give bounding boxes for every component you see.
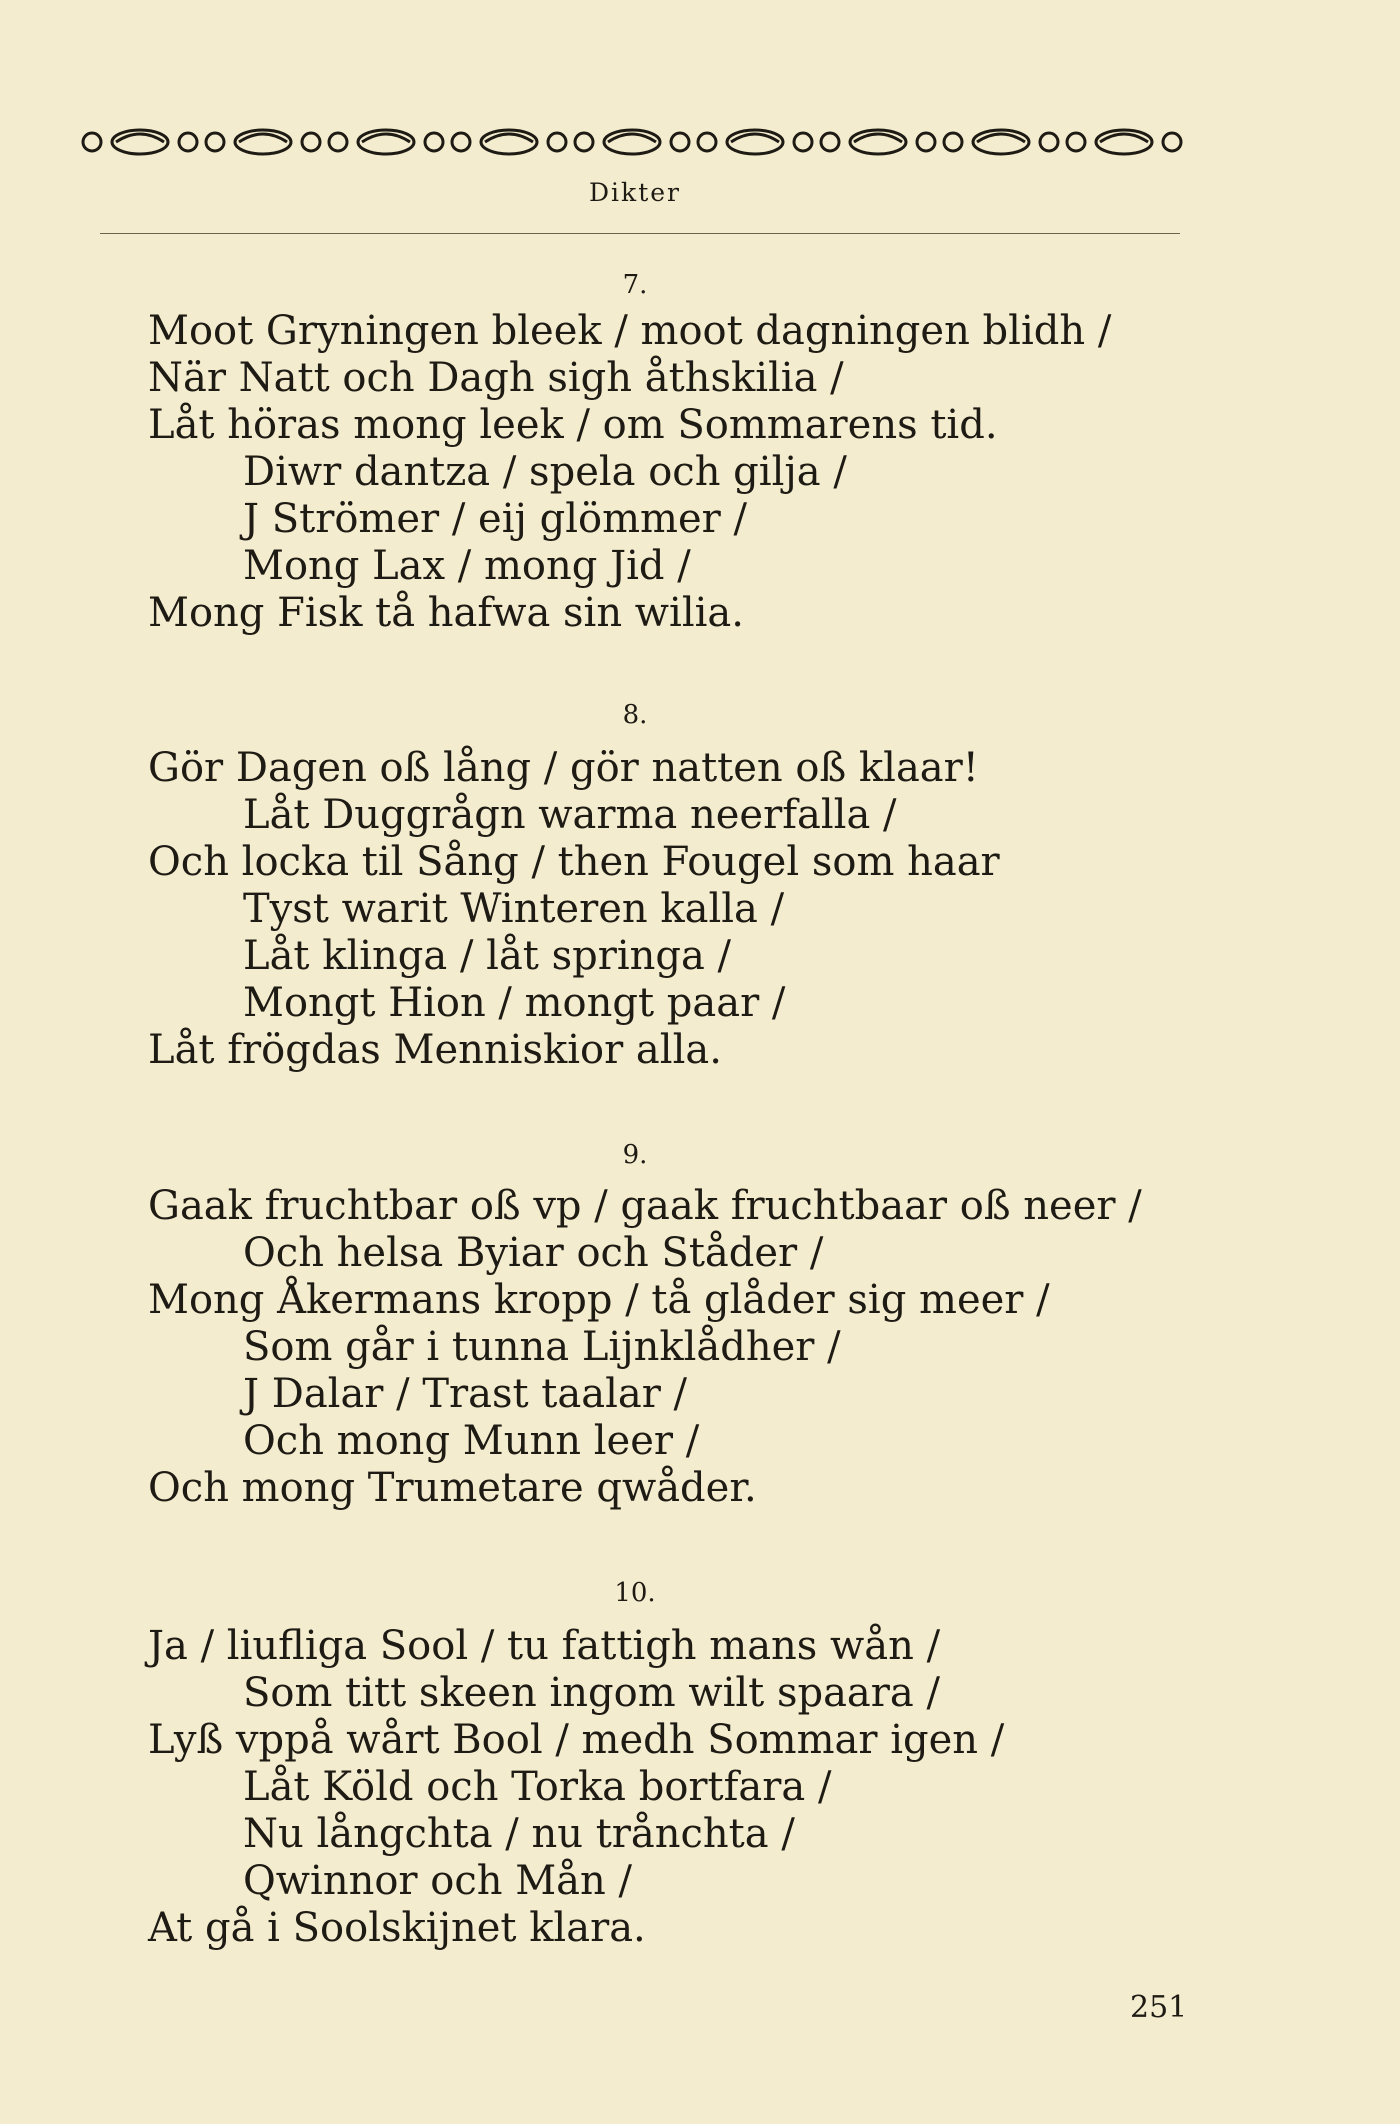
verse-line: At gå i Soolskijnet klara. [148, 1905, 646, 1951]
stanza-number: 8. [622, 700, 648, 730]
verse-line: Mongt Hion / mongt paar / [243, 980, 786, 1026]
verse-line: Mong Lax / mong Jid / [243, 543, 691, 589]
verse-line: Gör Dagen oß lång / gör natten oß klaar! [148, 745, 979, 791]
verse-line: Moot Gryningen bleek / moot dagningen blidh / [148, 308, 1112, 354]
ornament-border-icon [80, 124, 1190, 160]
verse-line: Nu långchta / nu trånchta / [243, 1811, 795, 1857]
stanza [148, 308, 1208, 637]
verse-line: Låt Duggrågn warma neerfalla / [243, 792, 897, 838]
verse-line: Lyß vppå wårt Bool / medh Sommar igen / [148, 1717, 1005, 1763]
running-head: Dikter [589, 178, 681, 207]
verse-line: Tyst warit Winteren kalla / [243, 886, 785, 932]
verse-line: När Natt och Dagh sigh åthskilia / [148, 355, 844, 401]
stanza-number: 10. [614, 1578, 656, 1608]
verse-line: Låt klinga / låt springa / [243, 933, 732, 979]
stanza-number: 7. [622, 270, 648, 300]
verse-line: Mong Fisk tå hafwa sin wilia. [148, 590, 744, 636]
verse-line: J Strömer / eij glömmer / [243, 496, 747, 542]
stanza [148, 745, 1208, 1074]
verse-line: Ja / liufliga Sool / tu fattigh mans wån / [148, 1623, 941, 1669]
verse-line: Låt Köld och Torka bortfara / [243, 1764, 832, 1810]
verse-line: Och locka til Sång / then Fougel som haar [148, 839, 1000, 885]
stanza [148, 1623, 1208, 1952]
verse-line: Som titt skeen ingom wilt spaara / [243, 1670, 940, 1716]
header-rule [100, 233, 1180, 234]
verse-line: Och helsa Byiar och Ståder / [243, 1230, 824, 1276]
verse-line: Qwinnor och Mån / [243, 1858, 632, 1904]
stanza-number: 9. [622, 1140, 648, 1170]
verse-line: Och mong Trumetare qwåder. [148, 1465, 757, 1511]
verse-line: Låt frögdas Menniskior alla. [148, 1027, 722, 1073]
verse-line: J Dalar / Trast taalar / [243, 1371, 688, 1417]
verse-line: Mong Åkermans kropp / tå glåder sig meer / [148, 1277, 1050, 1323]
verse-line: Diwr dantza / spela och gilja / [243, 449, 847, 495]
verse-line: Och mong Munn leer / [243, 1418, 700, 1464]
page-number: 251 [1130, 1990, 1188, 2025]
verse-line: Som går i tunna Lijnklådher / [243, 1324, 841, 1370]
stanza [148, 1183, 1208, 1512]
verse-line: Gaak fruchtbar oß vp / gaak fruchtbaar oß neer / [148, 1183, 1142, 1229]
verse-line: Låt höras mong leek / om Sommarens tid. [148, 402, 998, 448]
